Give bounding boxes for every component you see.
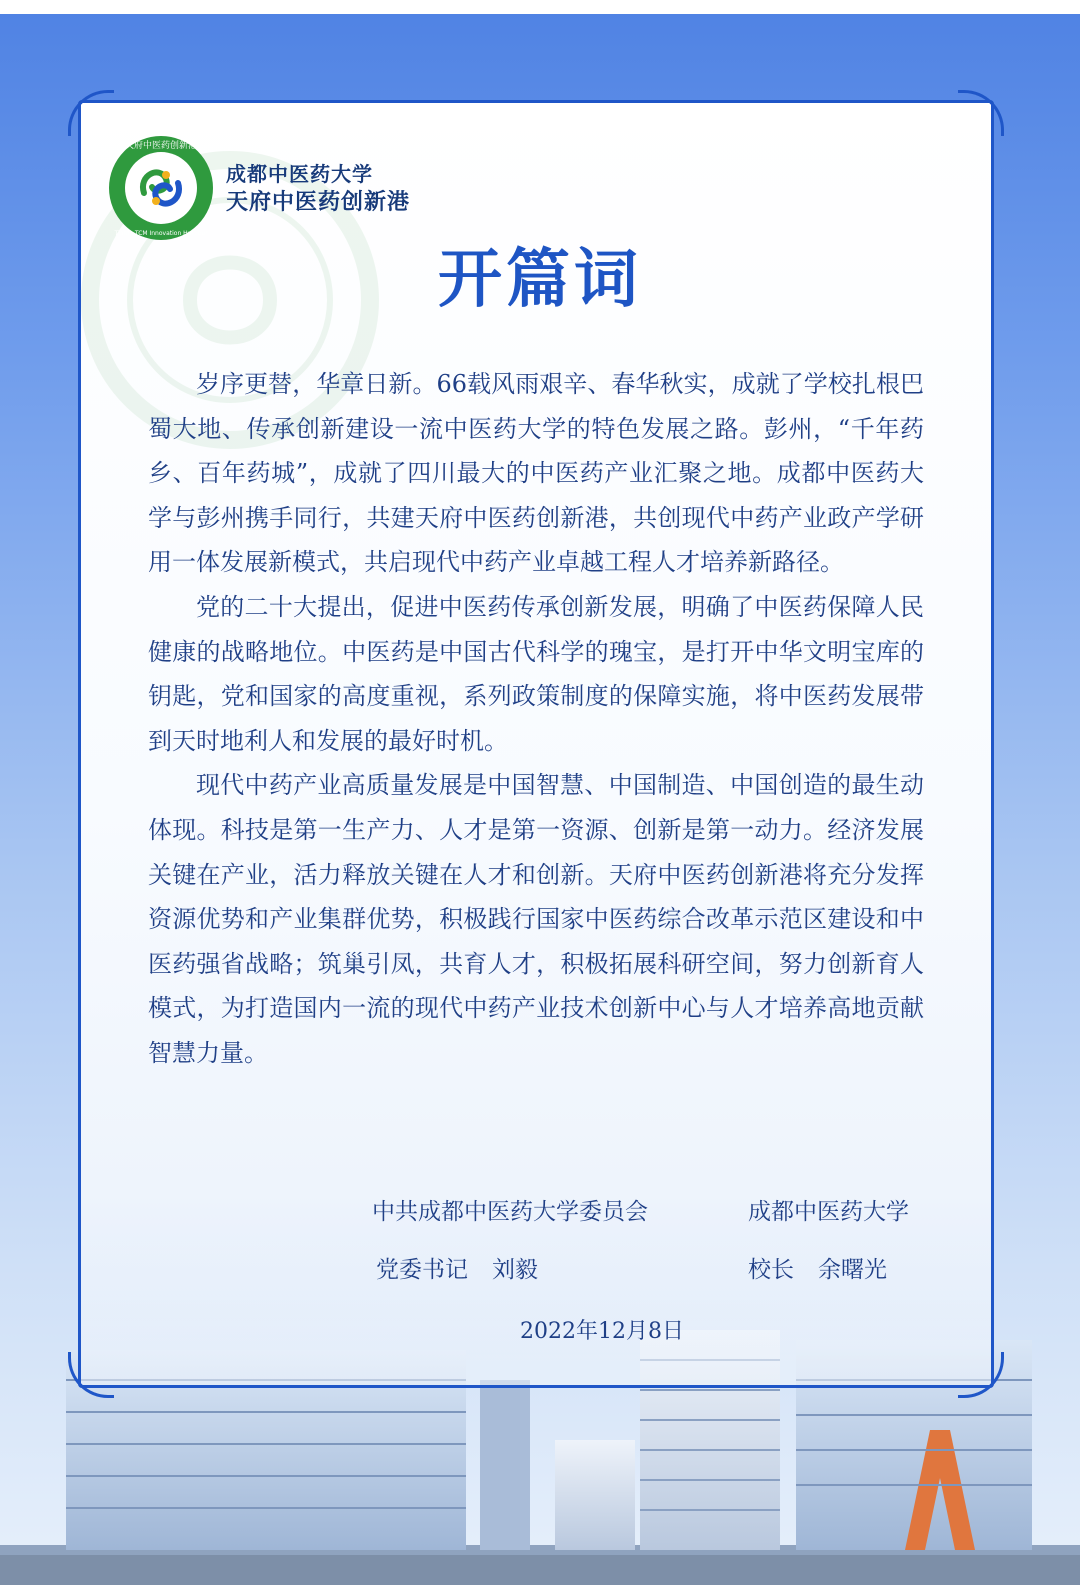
signature-left-org: 中共成都中医药大学委员会 — [372, 1199, 648, 1225]
header-org-block — [226, 160, 410, 218]
signature-left-name: 刘毅 — [492, 1257, 538, 1283]
signature-right-role: 校长 — [748, 1257, 794, 1283]
header-harbour-name: 天府中医药创新港 — [226, 190, 411, 215]
paragraph-1: 岁序更替，华章日新。66载风雨艰辛、春华秋实，成就了学校扎根巴蜀大地、传承创新建设一流中医药大学的特色发展之路。彭州，“千年药乡、百年药城”，成就了四川最大的中医药产业汇聚之地。成都中医药大学与彭州携手同行，共建天府中医药创新港，共创现代中药产业政产学研用一体发展新模式，共启现代中药产业卓越工程人才培养新路径。 — [148, 370, 924, 577]
paragraph-3: 现代中药产业高质量发展是中国智慧、中国制造、中国创造的最生动体现。科技是第一生产力、人才是第一资源、创新是第一动力。经济发展关键在产业，活力释放关键在人才和创新。天府中医药创新港将充分发挥资源优势和产业集群优势，积极践行国家中医药综合改革示范区建设和中医药强省战略；筑巢引凤，共育人才，积极拓展科研空间，努力创新育人模式，为打造国内一流的现代中药产业技术创新中心与人才培养高地贡献智慧力量。 — [148, 771, 924, 1067]
letter-date: 2022年12月8日 — [520, 1319, 684, 1344]
paragraph-2: 党的二十大提出，促进中医药传承创新发展，明确了中医药保障人民健康的战略地位。中医药是中国古代科学的瑰宝，是打开中华文明宝库的钥匙，党和国家的高度重视，系列政策制度的保障实施，将中医药发展带到天时地利人和发展的最好时机。 — [148, 592, 924, 755]
corner-ornament-top-right — [958, 90, 1004, 136]
logo-ring-text: 天府中医药创新港 — [124, 141, 198, 151]
signature-left-line — [376, 1254, 538, 1286]
corner-ornament-top-left — [68, 90, 114, 136]
top-strip — [0, 0, 1080, 14]
signature-right-line — [748, 1254, 887, 1286]
letter-body — [148, 362, 924, 1076]
signature-right-org: 成都中医药大学 — [748, 1199, 909, 1225]
signature-right-name: 余曙光 — [818, 1257, 887, 1283]
signature-left-role: 党委书记 — [376, 1257, 468, 1283]
page-title: 开篇词 — [438, 243, 642, 317]
university-logo-icon — [108, 135, 214, 241]
header-university-name: 成都中医药大学 — [226, 162, 373, 186]
logo-ring-text-en: Tianfu TCM Innovation Harbour — [114, 230, 208, 237]
